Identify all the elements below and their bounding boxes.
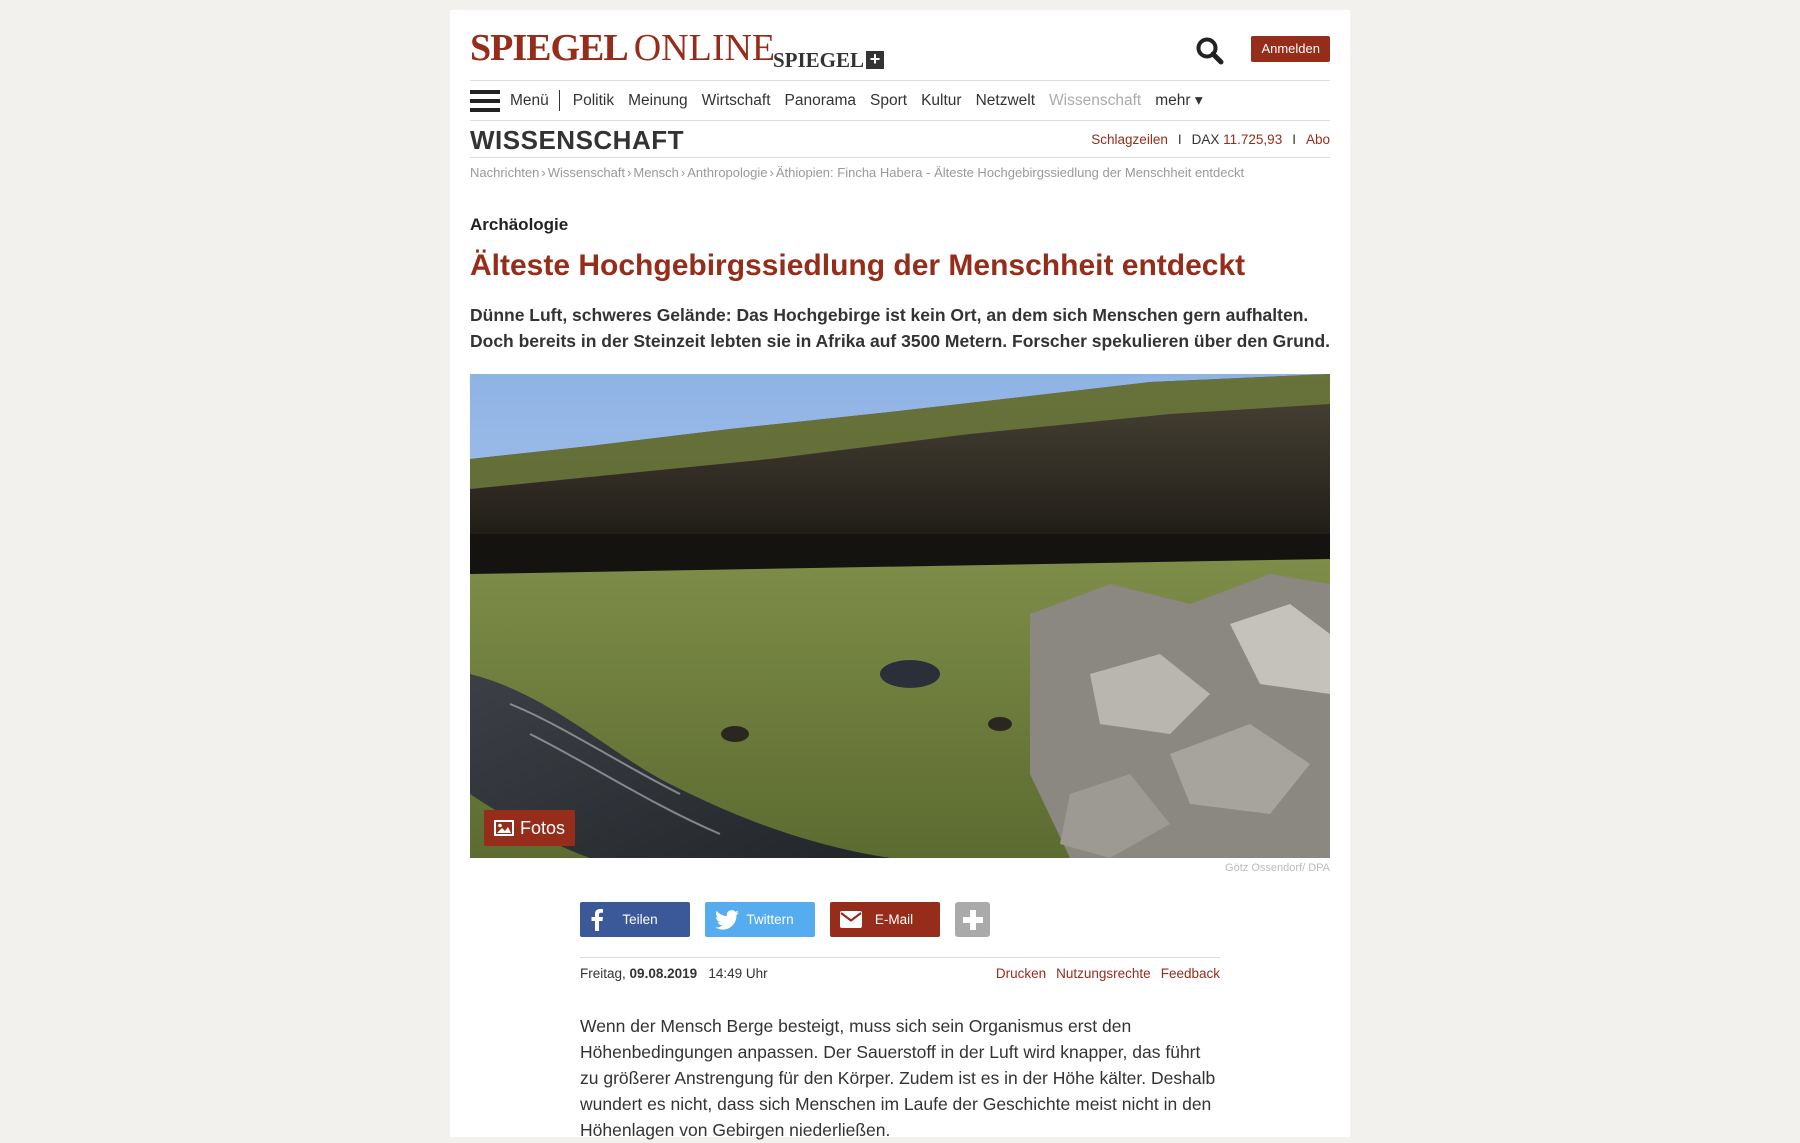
nav-item-mehr[interactable]: mehr ▾ [1155,92,1203,109]
dax-value[interactable]: 11.725,93 [1223,132,1283,147]
breadcrumb-item[interactable]: Wissenschaft [547,165,626,180]
photo-gallery-label: Fotos [520,817,566,838]
twitter-share-button[interactable] [705,902,815,937]
chevron-right-icon: › [769,165,774,180]
section-links [1091,132,1330,147]
photo-credit: Götz Ossendorf/ DPA [1225,862,1330,874]
facebook-icon [590,909,604,931]
nav-item-netzwelt[interactable]: Netzwelt [975,91,1036,109]
landscape-photo [470,374,1330,858]
feedback-link[interactable]: Feedback [1160,966,1220,981]
nav-item-sport[interactable]: Sport [870,91,908,109]
chevron-right-icon: › [680,165,686,180]
nav-item-kultur[interactable]: Kultur [921,91,962,109]
rights-link[interactable]: Nutzungsrechte [1056,966,1151,981]
nav-item-panorama[interactable]: Panorama [784,91,857,109]
nav-menu-label[interactable]: Menü [510,91,549,109]
abo-link[interactable]: Abo [1305,132,1330,147]
nav-item-meinung[interactable]: Meinung [628,91,688,109]
search-icon[interactable] [1195,36,1225,66]
more-share-icon[interactable] [955,902,990,937]
publish-time: 14:49 Uhr [708,966,768,981]
nav-separator [559,90,560,111]
spiegel-plus-logo[interactable] [773,50,884,70]
main-nav [470,80,1330,121]
article-meta [580,957,1220,989]
nav-item-politik[interactable]: Politik [572,91,615,109]
headlines-link[interactable]: Schlagzeilen [1091,132,1168,147]
section-bar [470,121,1330,158]
print-link[interactable]: Drucken [995,966,1047,981]
publish-day: Freitag, [580,966,626,981]
photo-gallery-button[interactable] [484,810,575,846]
article-body-paragraph: Wenn der Mensch Berge besteigt, muss sich sein Organismus erst den Höhenbedingungen anpassen. Der Sauerstoff in der Luft wird knapper, das führt zu größerer Anstrengung für den Körper. Zudem ist es in der Höhe kälter. Deshalb wundert es nicht, dass sich Menschen im Laufe der Geschichte meist nicht in den Höhenlagen von Gebirgen niederließen. [580,1016,1216,1140]
article-tools [986,958,1220,990]
masthead [470,26,1330,70]
breadcrumb [470,160,1330,186]
article-headline: Älteste Hochgebirgssiedlung der Menschheit entdeckt [470,249,1246,282]
logo-online: ONLINE [633,27,776,69]
breadcrumb-item[interactable]: Nachrichten [470,165,540,180]
breadcrumb-current: Äthiopien: Fincha Habera - Älteste Hochgebirgssiedlung der Menschheit entdeckt [775,165,1245,180]
hamburger-menu-icon[interactable] [470,90,500,112]
chevron-right-icon: › [541,165,546,180]
envelope-icon [840,911,862,928]
hero-image[interactable] [470,374,1330,858]
article-intro: Dünne Luft, schweres Gelände: Das Hochgebirge ist kein Ort, an dem sich Menschen gern aufhalten. Doch bereits in der Steinzeit lebten sie in Afrika auf 3500 Metern. Forscher spekulieren über den Grund. [470,305,1330,351]
article-kicker: Archäologie [470,215,569,234]
spiegel-online-logo[interactable] [470,26,775,70]
login-button[interactable]: Anmelden [1251,36,1330,62]
nav-item-wirtschaft[interactable]: Wirtschaft [701,91,771,109]
nav-item-wissenschaft[interactable]: Wissenschaft [1049,91,1142,109]
page [450,10,1350,1140]
facebook-share-label: Teilen [622,912,658,927]
email-share-button[interactable] [830,902,940,937]
email-share-label: E-Mail [874,912,914,927]
twitter-icon [715,910,739,930]
breadcrumb-item[interactable]: Mensch [633,165,679,180]
share-bar [580,902,990,937]
spiegel-plus-text: SPIEGEL [773,48,865,72]
facebook-share-button[interactable] [580,902,690,937]
chevron-right-icon: › [627,165,632,180]
publish-date-value: 09.08.2019 [629,966,698,981]
pipe-separator: I [1177,132,1182,147]
twitter-share-label: Twittern [746,912,794,927]
breadcrumb-item[interactable]: Anthropologie [687,165,768,180]
plus-icon: + [866,51,884,69]
pipe-separator: I [1292,132,1296,147]
publish-date [580,966,768,981]
section-title[interactable]: WISSENSCHAFT [470,125,684,155]
logo-spiegel: SPIEGEL [470,27,628,69]
image-icon [494,820,514,836]
dax-label[interactable]: DAX [1191,132,1220,147]
